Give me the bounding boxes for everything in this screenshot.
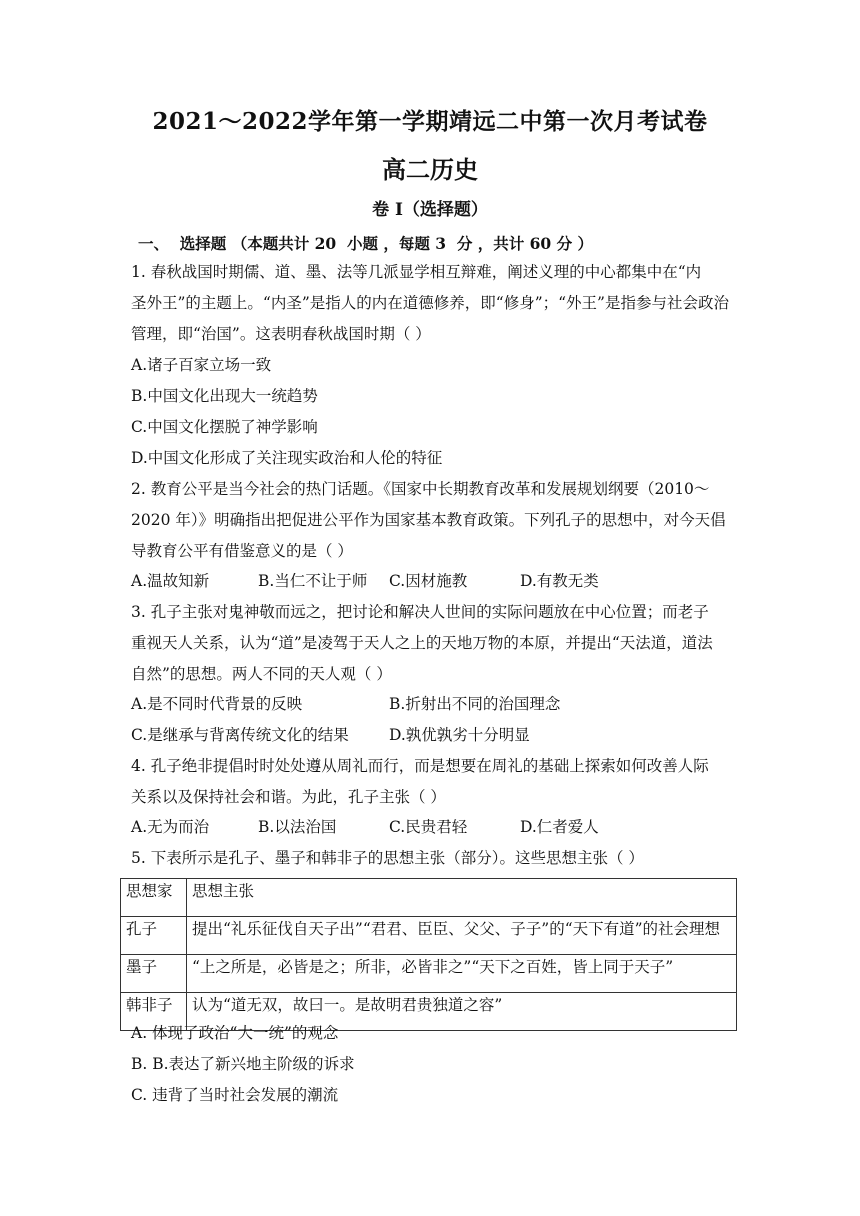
q2-option-d: D.有教无类 — [520, 572, 599, 590]
table-cell: 墨子 — [121, 955, 187, 993]
q3-option-d: D.孰优孰劣十分明显 — [389, 726, 530, 744]
q1-stem-line: 圣外王”的主题上。“内圣”是指人的内在道德修养，即“修身”；“外王”是指参与社会政治 — [131, 294, 729, 312]
q5-option-b: B. B.表达了新兴地主阶级的诉求 — [131, 1055, 355, 1073]
q3-option-c: C.是继承与背离传统文化的结果 — [131, 726, 349, 744]
q1-stem-line: 1. 春秋战国时期儒、道、墨、法等几派显学相互辩难，阐述义理的中心都集中在“内 — [131, 263, 702, 281]
q3-stem-line: 3. 孔子主张对鬼神敬而远之，把讨论和解决人世间的实际问题放在中心位置；而老子 — [131, 603, 709, 621]
q4-option-c: C.民贵君轻 — [389, 818, 468, 836]
table-header-cell: 思想主张 — [187, 879, 737, 917]
q4-option-b: B.以法治国 — [258, 818, 337, 836]
thinkers-table — [120, 878, 737, 1031]
q4-option-a: A.无为而治 — [131, 818, 210, 836]
q3-stem-line: 重视天人关系，认为“道”是凌驾于天人之上的天地万物的本原，并提出“天法道，道法 — [131, 634, 713, 652]
exam-subject: 高二历史 — [382, 155, 478, 184]
q2-option-c: C.因材施教 — [389, 572, 468, 590]
q4-stem-line: 关系以及保持社会和谐。为此，孔子主张（ ） — [131, 788, 446, 806]
section-heading: 一、 选择题 （本题共计 20 小题 ，每题 3 分 ，共计 60 分 ） — [138, 234, 593, 253]
q1-stem-line: 管理，即“治国”。这表明春秋战国时期（ ） — [131, 325, 431, 343]
q3-stem-line: 自然”的思想。两人不同的天人观（ ） — [131, 665, 392, 683]
q3-option-a: A.是不同时代背景的反映 — [131, 695, 303, 713]
table-cell: 韩非子 — [121, 993, 187, 1031]
table-cell: 孔子 — [121, 917, 187, 955]
q2-stem-line: 导教育公平有借鉴意义的是（ ） — [131, 542, 353, 560]
q1-option-d: D.中国文化形成了关注现实政治和人伦的特征 — [131, 449, 443, 467]
table-cell: “上之所是，必皆是之；所非，必皆非之”“天下之百姓，皆上同于天子” — [187, 955, 737, 993]
table-header-cell: 思想家 — [121, 879, 187, 917]
q2-stem-line: 2. 教育公平是当今社会的热门话题。《国家中长期教育改革和发展规划纲要（2010～ — [131, 480, 710, 498]
q3-option-b: B.折射出不同的治国理念 — [389, 695, 561, 713]
q4-option-d: D.仁者爱人 — [520, 818, 599, 836]
q5-option-c: C. 违背了当时社会发展的潮流 — [131, 1086, 339, 1104]
volume-heading: 卷 I（选择题） — [372, 200, 488, 220]
table-row — [121, 917, 737, 955]
q5-option-a: A. 体现了政治“大一统”的观念 — [131, 1024, 339, 1042]
table-cell: 认为“道无双，故曰一。是故明君贵独道之容” — [187, 993, 737, 1031]
exam-title: 2021～2022学年第一学期靖远二中第一次月考试卷 — [152, 108, 708, 135]
table-header-row — [121, 879, 737, 917]
q1-option-c: C.中国文化摆脱了神学影响 — [131, 418, 318, 436]
q2-option-a: A.温故知新 — [131, 572, 210, 590]
table-cell: 提出“礼乐征伐自天子出”“君君、臣臣、父父、子子”的“天下有道”的社会理想 — [187, 917, 737, 955]
table-row — [121, 955, 737, 993]
q1-option-b: B.中国文化出现大一统趋势 — [131, 387, 318, 405]
q5-stem-line: 5. 下表所示是孔子、墨子和韩非子的思想主张（部分）。这些思想主张（ ） — [131, 849, 644, 867]
q2-stem-line: 2020 年）》明确指出把促进公平作为国家基本教育政策。下列孔子的思想中，对今天倡 — [131, 511, 726, 529]
q1-option-a: A.诸子百家立场一致 — [131, 356, 272, 374]
q4-stem-line: 4. 孔子绝非提倡时时处处遵从周礼而行，而是想要在周礼的基础上探索如何改善人际 — [131, 757, 709, 775]
q2-option-b: B.当仁不让于师 — [258, 572, 368, 590]
